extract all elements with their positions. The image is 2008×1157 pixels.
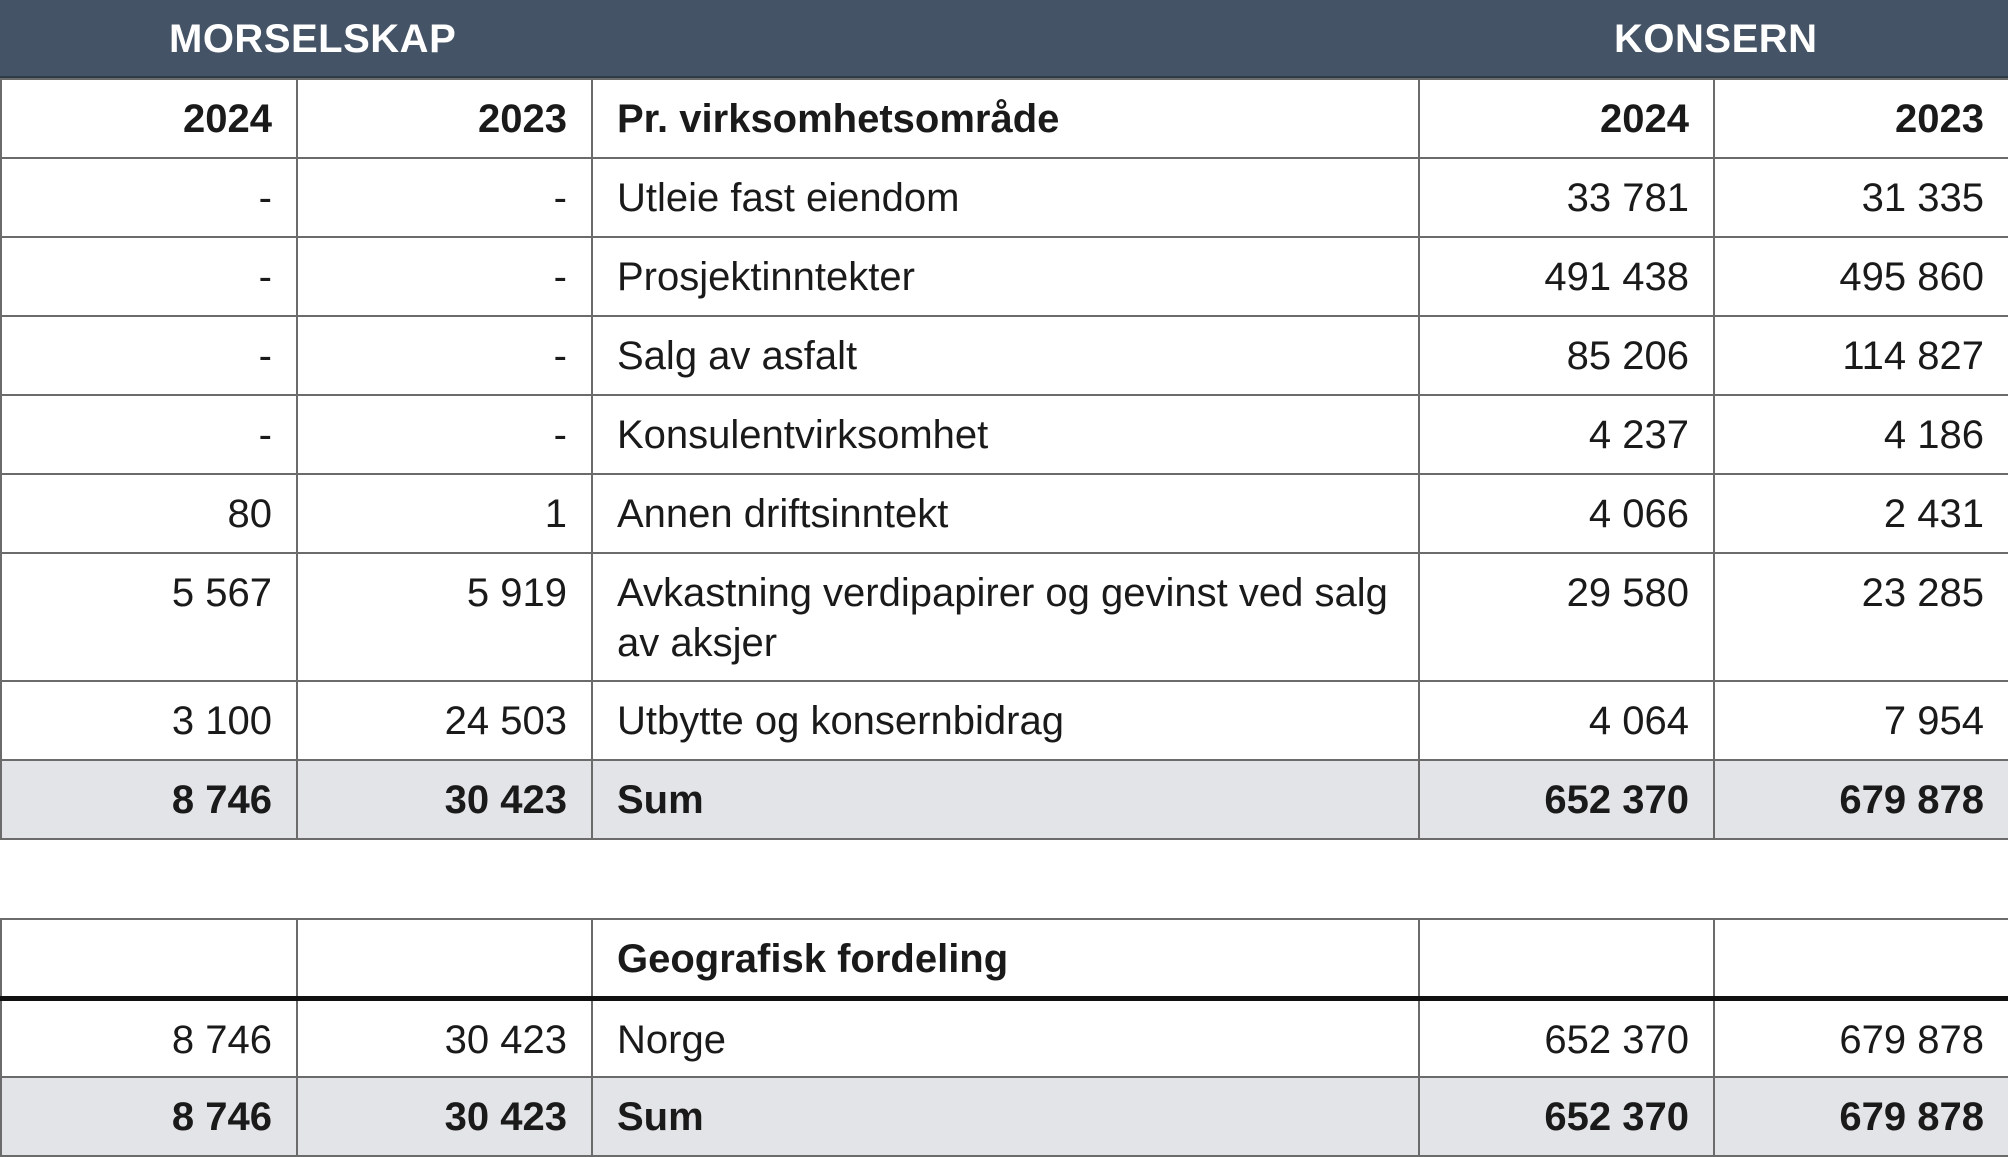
cell-label: Salg av asfalt xyxy=(592,316,1419,395)
cell-mor-2023: 5 919 xyxy=(297,553,592,681)
cell-mor-2023: - xyxy=(297,237,592,316)
cell-mor-2024: 5 567 xyxy=(1,553,297,681)
column-header-row xyxy=(1,79,2008,158)
col-header-mor-2023: 2023 xyxy=(297,79,592,158)
cell-label: Avkastning verdipapirer og gevinst ved salg av aksjer xyxy=(592,553,1419,681)
col-header-kon-2024: 2024 xyxy=(1419,79,1714,158)
table-row xyxy=(1,998,2008,1077)
header-band xyxy=(0,0,2008,78)
cell-kon-2024: 33 781 xyxy=(1419,158,1714,237)
cell-mor-2024: - xyxy=(1,316,297,395)
cell-mor-2023: 24 503 xyxy=(297,681,592,760)
table-row xyxy=(1,553,2008,681)
cell-kon-2023: 495 860 xyxy=(1714,237,2008,316)
cell-kon-2024: 4 064 xyxy=(1419,681,1714,760)
table-row xyxy=(1,474,2008,553)
geographic-distribution-table xyxy=(0,918,2008,1157)
cell-mor-2024: 80 xyxy=(1,474,297,553)
cell-mor-2024: - xyxy=(1,395,297,474)
cell-mor-2023: - xyxy=(297,395,592,474)
table-row xyxy=(1,237,2008,316)
sum-mor-2023: 30 423 xyxy=(297,1077,592,1156)
sum-row xyxy=(1,760,2008,839)
cell-kon-2023: 114 827 xyxy=(1714,316,2008,395)
cell-kon-2024: 652 370 xyxy=(1419,998,1714,1077)
cell-mor-2024: - xyxy=(1,158,297,237)
col-header-mor-2024: 2024 xyxy=(1,79,297,158)
cell-kon-2023: 2 431 xyxy=(1714,474,2008,553)
cell-kon-2024: 4 066 xyxy=(1419,474,1714,553)
cell-kon-2024: 29 580 xyxy=(1419,553,1714,681)
cell-mor-2023: 30 423 xyxy=(297,998,592,1077)
cell-kon-2024: 85 206 xyxy=(1419,316,1714,395)
cell-kon-2023: 7 954 xyxy=(1714,681,2008,760)
cell-label: Annen driftsinntekt xyxy=(592,474,1419,553)
table-row xyxy=(1,681,2008,760)
sum-row xyxy=(1,1077,2008,1156)
table-row xyxy=(1,395,2008,474)
cell-mor-2023: - xyxy=(297,316,592,395)
sum-label: Sum xyxy=(592,1077,1419,1156)
cell-label: Utbytte og konsernbidrag xyxy=(592,681,1419,760)
cell-label: Konsulentvirksomhet xyxy=(592,395,1419,474)
geo-header-row xyxy=(1,919,2008,998)
sum-kon-2023: 679 878 xyxy=(1714,1077,2008,1156)
cell-kon-2024: 4 237 xyxy=(1419,395,1714,474)
sum-mor-2023: 30 423 xyxy=(297,760,592,839)
empty-cell xyxy=(1419,919,1714,998)
revenue-by-segment-table xyxy=(0,78,2008,840)
col-header-kon-2023: 2023 xyxy=(1714,79,2008,158)
col-header-category: Pr. virksomhetsområde xyxy=(592,79,1419,158)
empty-cell xyxy=(297,919,592,998)
cell-mor-2023: - xyxy=(297,158,592,237)
konsern-header: KONSERN xyxy=(1614,17,1818,61)
cell-mor-2024: 8 746 xyxy=(1,998,297,1077)
geo-heading: Geografisk fordeling xyxy=(592,919,1419,998)
cell-kon-2023: 4 186 xyxy=(1714,395,2008,474)
sum-label: Sum xyxy=(592,760,1419,839)
sum-kon-2024: 652 370 xyxy=(1419,1077,1714,1156)
cell-kon-2023: 679 878 xyxy=(1714,998,2008,1077)
empty-cell xyxy=(1714,919,2008,998)
sum-mor-2024: 8 746 xyxy=(1,1077,297,1156)
sum-mor-2024: 8 746 xyxy=(1,760,297,839)
cell-kon-2023: 23 285 xyxy=(1714,553,2008,681)
empty-cell xyxy=(1,919,297,998)
cell-label: Prosjektinntekter xyxy=(592,237,1419,316)
cell-mor-2024: 3 100 xyxy=(1,681,297,760)
cell-mor-2023: 1 xyxy=(297,474,592,553)
cell-kon-2024: 491 438 xyxy=(1419,237,1714,316)
morselskap-header: MORSELSKAP xyxy=(169,17,457,61)
cell-mor-2024: - xyxy=(1,237,297,316)
table-row xyxy=(1,158,2008,237)
sum-kon-2024: 652 370 xyxy=(1419,760,1714,839)
cell-label: Utleie fast eiendom xyxy=(592,158,1419,237)
table-row xyxy=(1,316,2008,395)
cell-kon-2023: 31 335 xyxy=(1714,158,2008,237)
sum-kon-2023: 679 878 xyxy=(1714,760,2008,839)
cell-label: Norge xyxy=(592,998,1419,1077)
